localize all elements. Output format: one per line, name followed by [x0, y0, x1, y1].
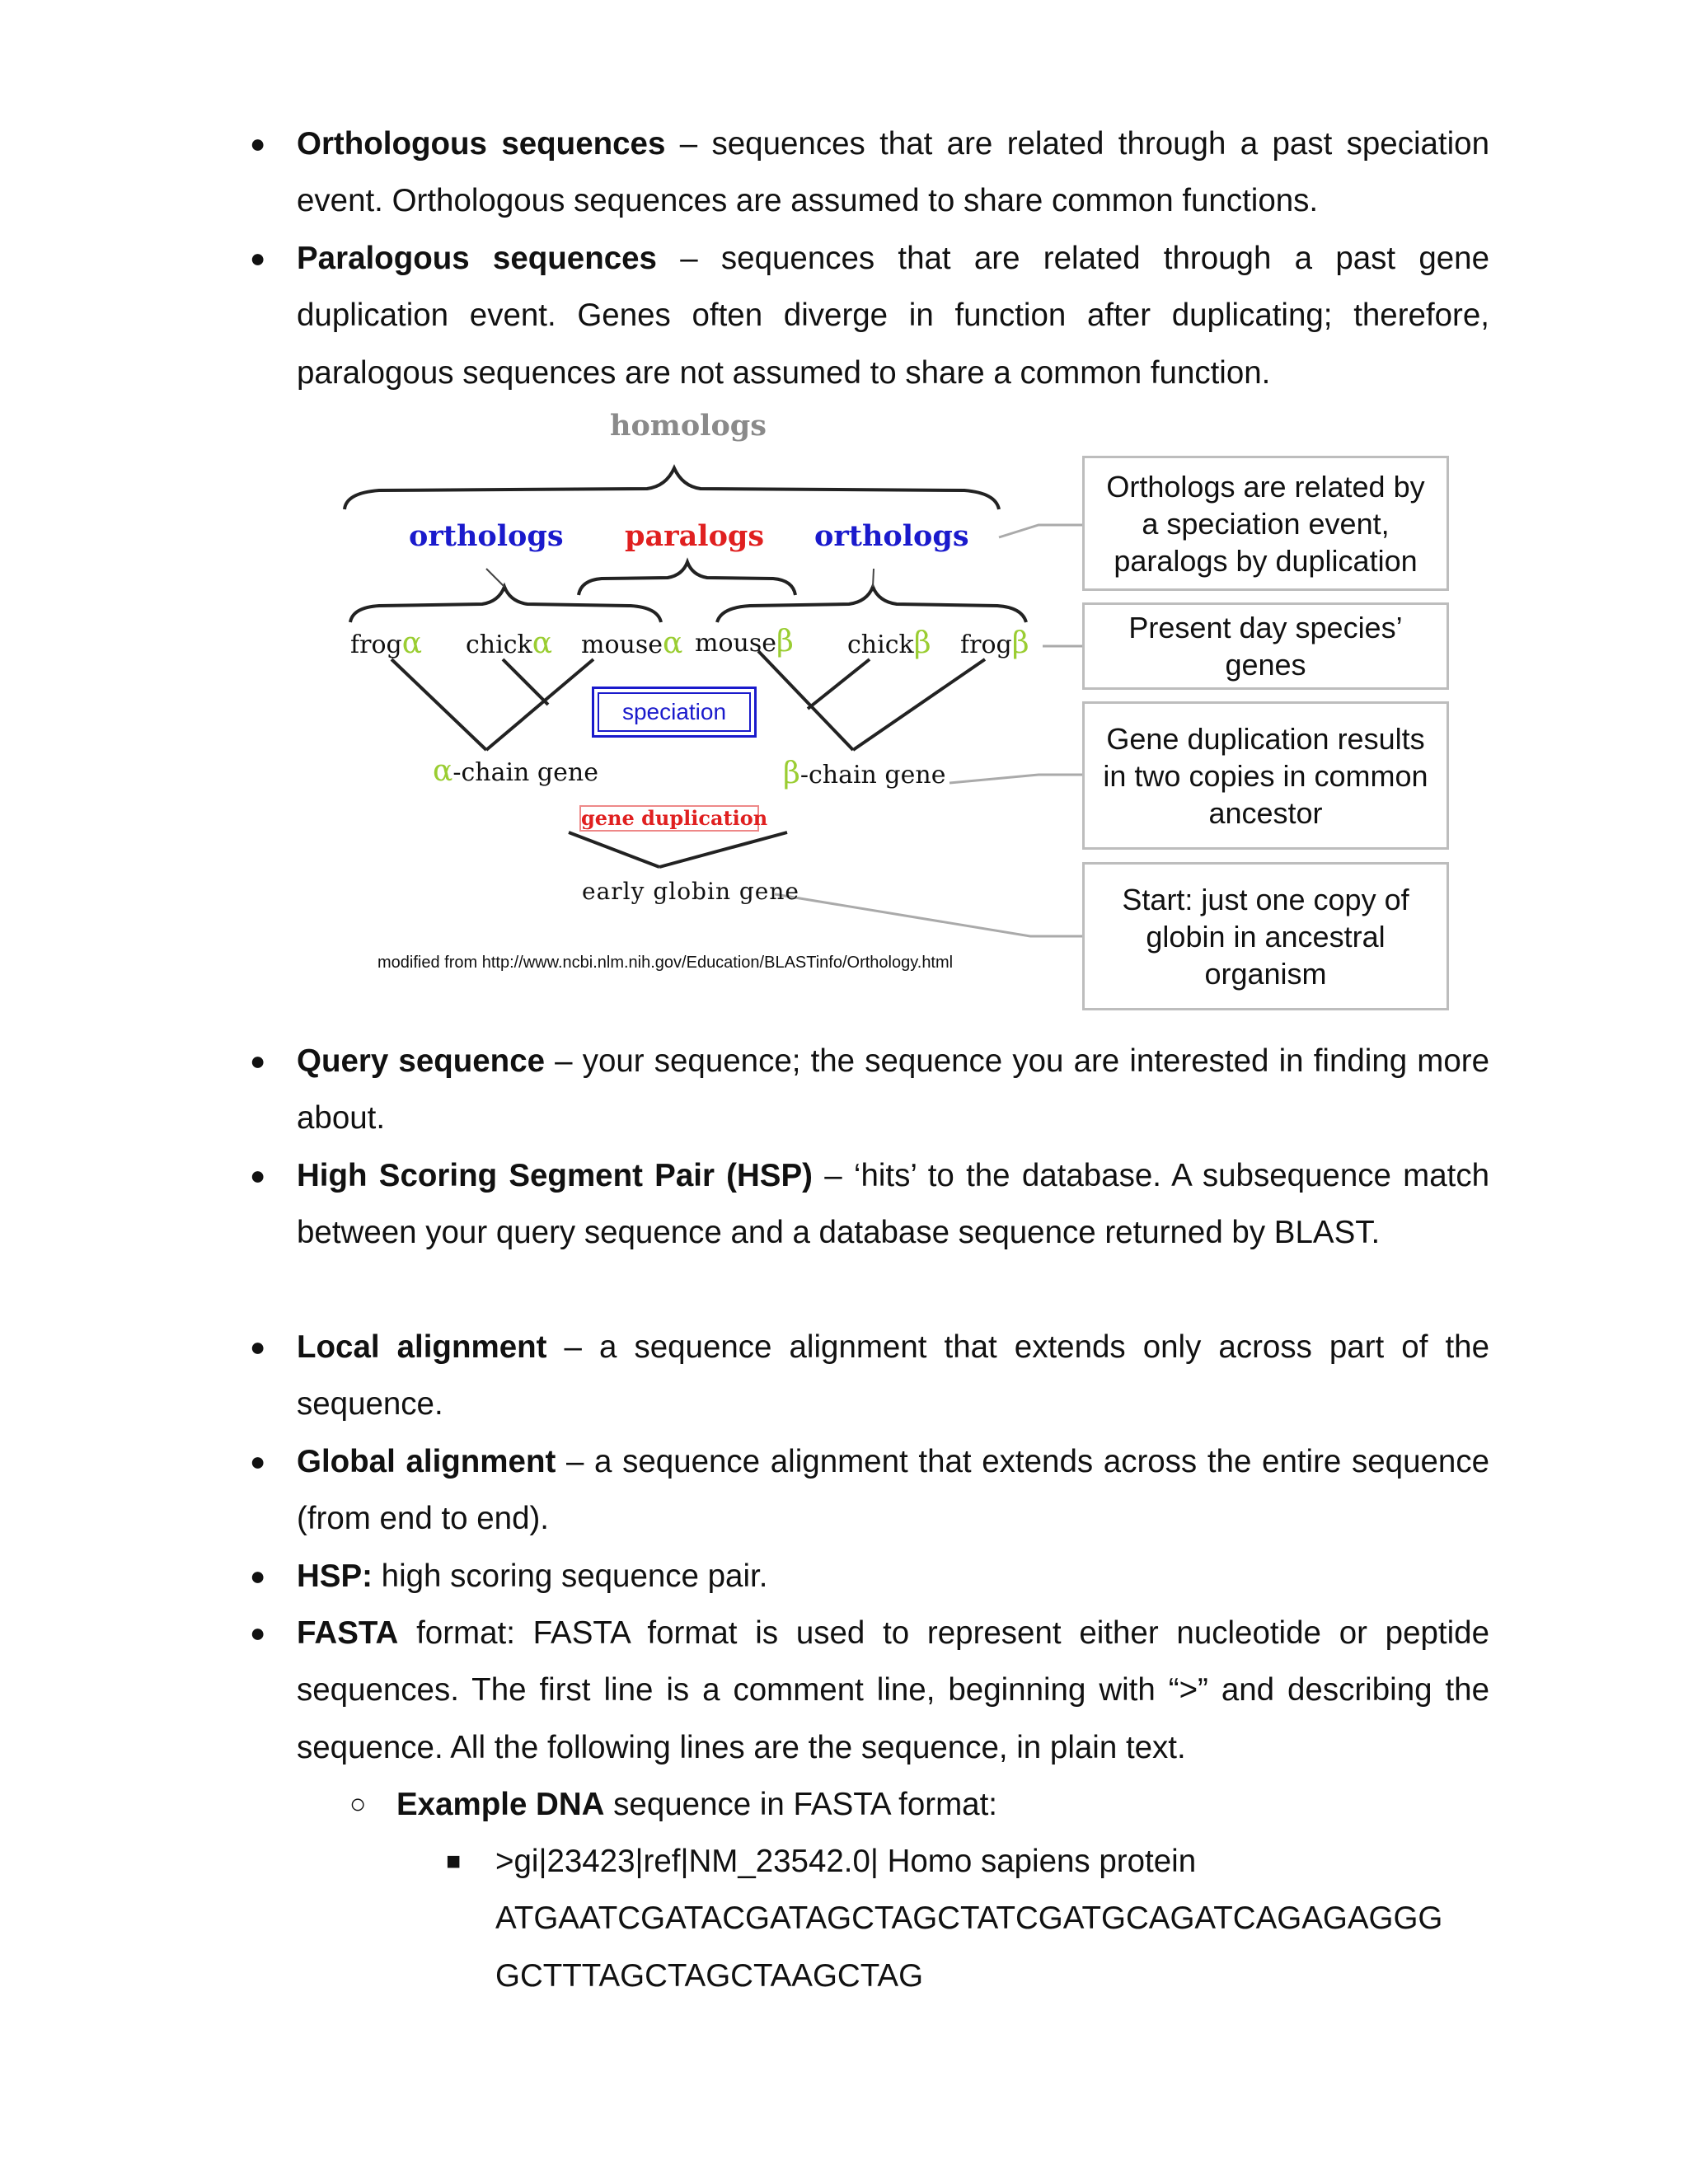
- orthologs-right-brace: [717, 587, 1026, 622]
- speciation-label: speciation: [598, 692, 751, 732]
- homologs-label: homologs: [610, 409, 767, 443]
- bullet-fasta: [250, 1605, 1489, 1776]
- bullet-local-alignment: [250, 1319, 1489, 1433]
- paralogs-label: paralogs: [625, 519, 765, 553]
- beta-chain-label: β-chain gene: [783, 757, 946, 790]
- definition: – sequences that are related through a past gene duplication event. Genes often diverge in function after duplicating; therefore, paralogous sequences are not assumed to share a common function.: [297, 241, 1490, 391]
- fasta-example: [446, 1833, 1526, 2004]
- callout-present-day: Present day species’ genes: [1082, 602, 1449, 690]
- figure-credit: modified from http://www.ncbi.nlm.nih.gov/Education/BLASTinfo/Orthology.html: [377, 954, 954, 972]
- callout-gene-duplication: Gene duplication results in two copies in common ancestor: [1082, 701, 1449, 850]
- callout-orthologs: Orthologs are related by a speciation event, paralogs by duplication: [1082, 456, 1449, 591]
- bullet-dot: ●: [250, 129, 266, 158]
- definition: – a sequence alignment that extends only across part of the sequence.: [297, 1329, 1489, 1422]
- fasta-sequence-line: GCTTTAGCTAGCTAAGCTAG: [495, 1957, 924, 1994]
- speciation-box: [592, 687, 757, 738]
- definition: – ‘hits’ to the database. A subsequence match between your query sequence and a database sequence returned by BLAST.: [297, 1158, 1489, 1251]
- bullet-global-alignment: [250, 1433, 1489, 1548]
- term: Paralogous sequences: [297, 241, 657, 276]
- bullet-dot: ●: [250, 1046, 266, 1076]
- species-mouse-beta: mouseβ: [695, 625, 794, 658]
- species-mouse-alpha: mouseα: [581, 626, 683, 660]
- fasta-header: >gi|23423|ref|NM_23542.0| Homo sapiens protein: [495, 1844, 1197, 1879]
- alpha-chain-label: α-chain gene: [433, 754, 598, 788]
- homolog-diagram: [330, 404, 1459, 1014]
- species-chick-beta: chickβ: [847, 626, 931, 660]
- definition: – sequences that are related through a past speciation event. Orthologous sequences are assumed to share common functions.: [297, 126, 1489, 219]
- bullet-hsp-short: [250, 1548, 1489, 1605]
- term: FASTA: [297, 1615, 399, 1651]
- species-frog-beta: frogβ: [960, 626, 1029, 660]
- homologs-brace: [345, 468, 999, 509]
- term: HSP:: [297, 1558, 373, 1594]
- bullet-orthologous: [250, 115, 1489, 230]
- sub-sub-bullet-square: ■: [446, 1848, 462, 1875]
- sub-bullet-example: [349, 1776, 1489, 1833]
- orthologs-right-label: orthologs: [814, 519, 969, 553]
- bullet-dot: ●: [250, 1332, 266, 1361]
- definition: format: FASTA format is used to represent either nucleotide or peptide sequences. The first line is a comment line, beginning with “>” and describing the sequence. All the following lines are the sequence, in plain text.: [297, 1615, 1489, 1765]
- gene-duplication-label: gene duplication: [581, 806, 768, 830]
- bullet-hsp: [250, 1147, 1489, 1262]
- bullet-dot: ●: [250, 243, 266, 273]
- sub-bullet-ring: ○: [349, 1788, 367, 1820]
- definition: – a sequence alignment that extends across the entire sequence (from end to end).: [297, 1444, 1489, 1537]
- term: Local alignment: [297, 1329, 547, 1365]
- bullet-dot: ●: [250, 1446, 266, 1476]
- orthologs-left-brace: [350, 587, 661, 622]
- term: Global alignment: [297, 1444, 556, 1479]
- early-globin-label: early globin gene: [582, 878, 799, 905]
- term: High Scoring Segment Pair (HSP): [297, 1158, 813, 1193]
- definition: high scoring sequence pair.: [372, 1558, 768, 1594]
- species-frog-alpha: frogα: [350, 626, 423, 660]
- bullet-paralogous: [250, 230, 1490, 401]
- term: Example DNA: [396, 1787, 605, 1822]
- bullet-dot: ●: [250, 1561, 266, 1591]
- paralogs-brace: [579, 562, 795, 595]
- term: Orthologous sequences: [297, 126, 666, 162]
- orthologs-left-label: orthologs: [409, 519, 564, 553]
- bullet-query-sequence: [250, 1033, 1489, 1147]
- species-chick-alpha: chickα: [466, 626, 553, 660]
- bullet-dot: ●: [250, 1160, 266, 1190]
- callout-start: Start: just one copy of globin in ancestral organism: [1082, 862, 1449, 1010]
- definition: sequence in FASTA format:: [604, 1787, 997, 1822]
- fasta-sequence-line: ATGAATCGATACGATAGCTAGCTATCGATGCAGATCAGAGAGGG: [495, 1900, 1443, 1937]
- bullet-dot: ●: [250, 1618, 266, 1647]
- term: Query sequence: [297, 1043, 546, 1079]
- definition: – your sequence; the sequence you are interested in finding more about.: [297, 1043, 1489, 1137]
